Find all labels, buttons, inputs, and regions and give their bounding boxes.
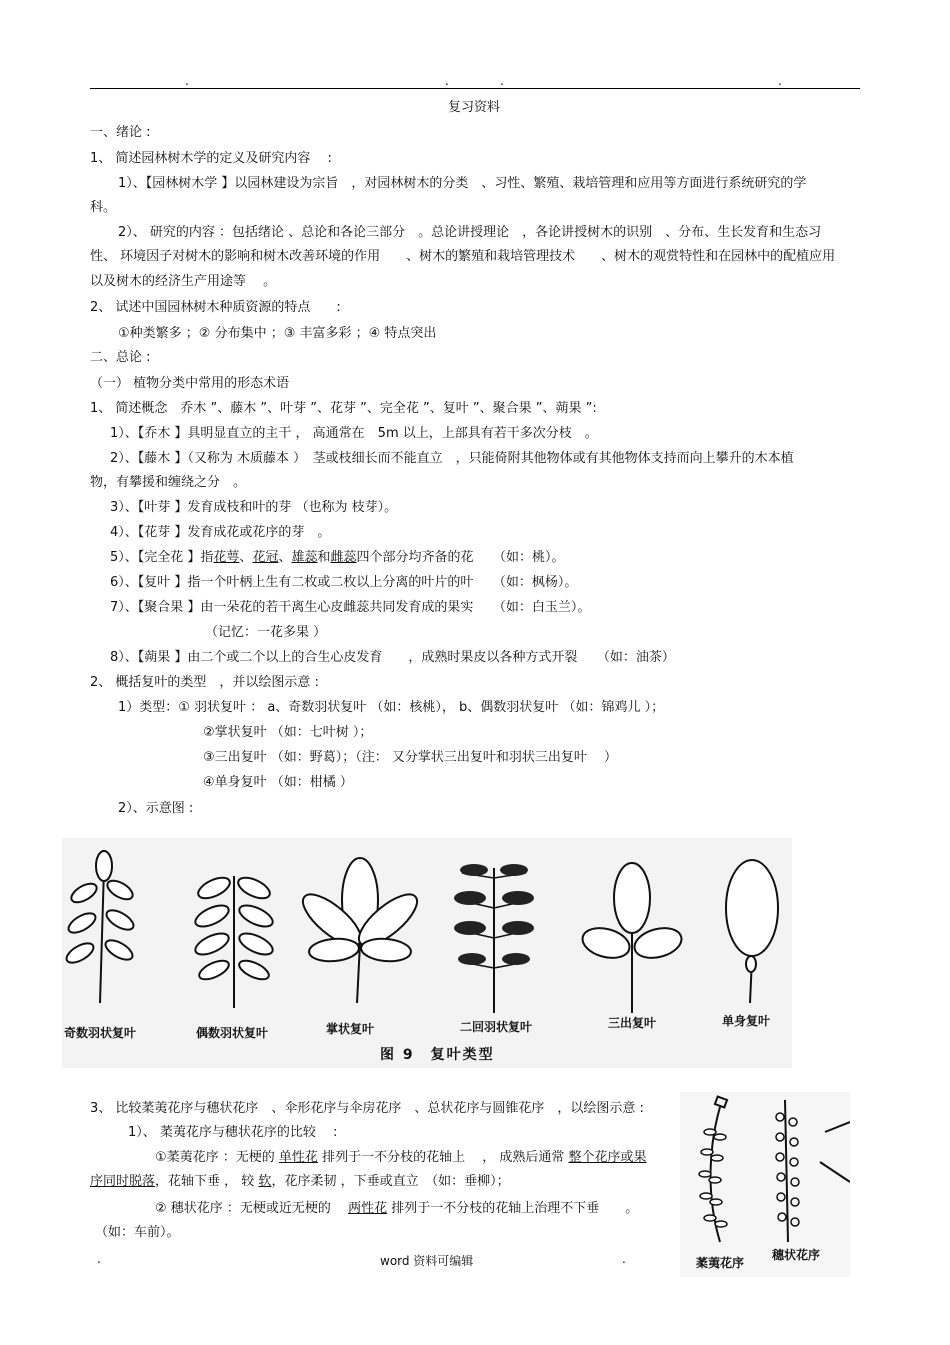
- paragraph: 2）、示意图 :: [118, 801, 194, 816]
- question: 2、 概括复叶的类型 ，并以绘图示意 :: [90, 675, 319, 690]
- definition: 1）、【乔木 】具明显直立的主干 ， 高通常在 5m 以上，上部具有若干多次分枝 。: [110, 426, 598, 441]
- underlined-term: 雄蕊: [291, 550, 318, 565]
- inflorescence-drawings: [680, 1092, 850, 1277]
- figure-label: 单身复叶: [722, 1014, 771, 1028]
- text: ，花轴下垂 ， 较: [155, 1174, 259, 1189]
- text: 、: [278, 550, 292, 565]
- section-heading: 二、总论 :: [90, 350, 151, 365]
- underlined-term: 软: [258, 1174, 272, 1189]
- paragraph: [155, 1197, 638, 1216]
- footer-dot: .: [97, 1252, 101, 1266]
- paragraph: ②掌状复叶 （如：七叶树 ）；: [203, 725, 373, 740]
- question: 3、 比较葇荑花序与穗状花序 、伞形花序与伞房花序 、总状花序与圆锥花序 ，以绘图示意 :: [90, 1101, 644, 1116]
- memo: （记忆：一花多果 ）: [205, 625, 327, 640]
- paragraph: ③三出复叶 （如：野葛）；（注： 又分掌状三出复叶和羽状三出复叶 ）: [203, 750, 618, 765]
- inflorescence-figure: [680, 1092, 850, 1277]
- footer-text: word 资料可编辑: [380, 1254, 474, 1268]
- header-dot: .: [445, 74, 449, 88]
- figure-label: 奇数羽状复叶: [64, 1026, 137, 1040]
- paragraph: 1）、 葇荑花序与穗状花序的比较 :: [128, 1125, 338, 1140]
- paragraph: 科。: [90, 200, 117, 215]
- paragraph: 1）类型：① 羽状复叶 ： a、奇数羽状复叶 （如：核桃）， b、偶数羽状复叶 （如：锦鸡儿 ）；: [118, 700, 665, 715]
- paragraph: ①种类繁多 ；② 分布集中 ；③ 丰富多彩 ；④ 特点突出: [118, 326, 437, 341]
- question: 2、 试述中国园林树木种质资源的特点 :: [90, 300, 341, 315]
- text: 排列于一不分枝的花轴上 ， 成熟后通常: [317, 1150, 569, 1165]
- figure-label: 三出复叶: [608, 1016, 657, 1030]
- underlined-term: 花萼: [213, 550, 240, 565]
- underlined-term: 整个花序或果: [568, 1150, 647, 1165]
- text: ①葇荑花序 ：无梗的: [155, 1150, 279, 1165]
- leaf-drawings: [62, 838, 792, 1068]
- paragraph: [155, 1146, 646, 1165]
- paragraph: [90, 1170, 510, 1189]
- figure-caption: 图 9 复叶类型: [380, 1047, 495, 1063]
- definition: [110, 546, 565, 565]
- inflorescence-label: 穗状花序: [772, 1248, 821, 1262]
- header-dot: .: [500, 74, 504, 88]
- page-title: 复习资料: [448, 100, 501, 115]
- underlined-term: 花冠: [252, 550, 279, 565]
- footer-dot: .: [622, 1252, 626, 1266]
- underlined-term: 雌蕊: [330, 550, 357, 565]
- definition: 7）、【聚合果 】由一朵花的若干离生心皮雌蕊共同发育成的果实 （如：白玉兰）。: [110, 600, 591, 615]
- figure-label: 偶数羽状复叶: [196, 1026, 269, 1040]
- definition: 4）、【花芽 】发育成花或花序的芽 。: [110, 525, 331, 540]
- figure-label: 掌状复叶: [326, 1022, 375, 1036]
- paragraph: ④单身复叶 （如：柑橘 ）: [203, 775, 353, 790]
- definition: 2）、【藤木 】（又称为 木质藤本 ） 茎或枝细长而不能直立 ，只能倚附其他物体或有其他物体支持而向上攀升的木本植: [110, 451, 794, 466]
- text: 四个部分均齐备的花 （如：桃）。: [356, 550, 565, 565]
- header-dot: .: [778, 74, 782, 88]
- paragraph: （如：车前）。: [95, 1225, 180, 1240]
- header-rule: [90, 88, 860, 89]
- subsection-heading: （一） 植物分类中常用的形态术语: [90, 376, 290, 391]
- definition: 物，有攀援和缠绕之分 。: [90, 475, 247, 490]
- figure-label: 二回羽状复叶: [460, 1020, 533, 1034]
- paragraph: 以及树木的经济生产用途等 。: [90, 274, 277, 289]
- section-heading: 一、绪论 :: [90, 125, 151, 140]
- paragraph: 1）、【园林树木学 】以园林建设为宗旨 ，对园林树木的分类 、习性、繁殖、栽培管理和应用等方面进行系统研究的学: [118, 176, 807, 191]
- underlined-term: 两性花: [348, 1201, 388, 1216]
- text: ② 穗状花序 ：无梗或近无梗的: [155, 1201, 349, 1216]
- text: 排列于一不分枝的花轴上治理不下垂 。: [387, 1201, 639, 1216]
- definition: 8）、【蒴果 】由二个或二个以上的合生心皮发育 ，成熟时果皮以各种方式开裂 （如：油茶）: [110, 650, 675, 665]
- underlined-term: 序同时脱落: [90, 1174, 156, 1189]
- header-dot: .: [185, 74, 189, 88]
- paragraph: 性、 环境因子对树木的影响和树木改善环境的作用 、树木的繁殖和栽培管理技术 、树木的观赏特性和在园林中的配植应用: [90, 249, 836, 264]
- text: 5）、【完全花 】指: [110, 550, 214, 565]
- inflorescence-label: 葇荑花序: [696, 1256, 745, 1270]
- text: ，花序柔韧 ，下垂或直立 （如：垂柳）；: [271, 1174, 510, 1189]
- definition: 3）、【叶芽 】发育成枝和叶的芽 （也称为 枝芽）。: [110, 500, 398, 515]
- text: 和: [317, 550, 331, 565]
- definition: 6）、【复叶 】指一个叶柄上生有二枚或二枚以上分离的叶片的叶 （如：枫杨）。: [110, 575, 578, 590]
- compound-leaf-figure: [62, 838, 792, 1068]
- question: 1、 简述概念 乔木 ”、藤木 ”、叶芽 ”、花芽 ”、完全花 ”、复叶 ”、聚合果 ”、蒴果 ”:: [90, 401, 597, 416]
- question: 1、 简述园林树木学的定义及研究内容 :: [90, 151, 332, 166]
- underlined-term: 单性花: [278, 1150, 318, 1165]
- text: 、: [239, 550, 253, 565]
- paragraph: 2）、 研究的内容 ：包括绪论 、总论和各论三部分 。总论讲授理论 ，各论讲授树木的识别 、分布、生长发育和生态习: [118, 225, 822, 240]
